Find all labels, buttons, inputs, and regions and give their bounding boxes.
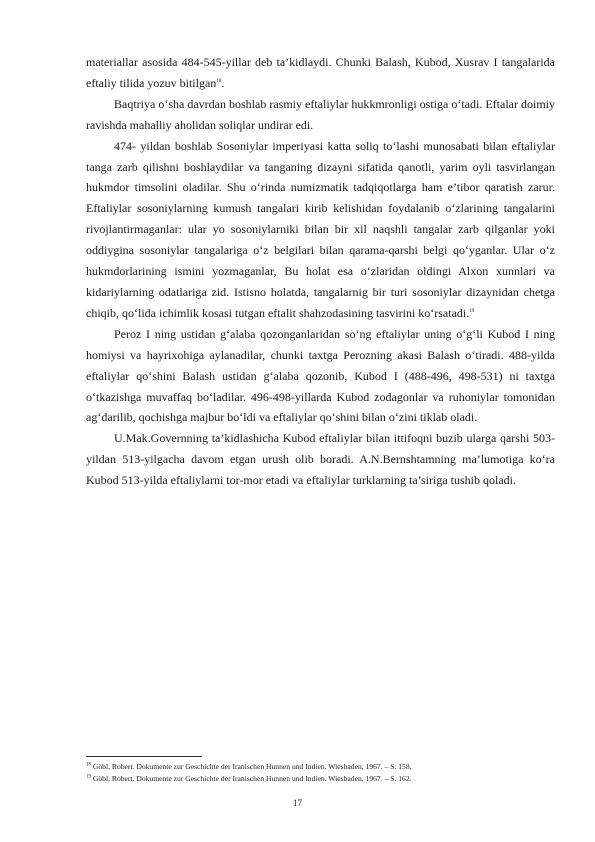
paragraph-3 — [86, 136, 555, 324]
paragraph-3-text: 474- yildan boshlab Sosoniylar imperiyasi katta soliq to‘lashi munosabati bilan eftaliylar tanga zarb qilishni boshlaydilar va tanganing dizayni sifatida qanotli, yarim oyli tasvirlangan hukmdor timsolini oladilar. Shu o‘rinda numizmatik tadqiqotlarga ham e’tibor qaratish zarur. Eftaliylar sosoniylarning kumush tangalari kirib kelishidan foydalanib o‘zlarining tangalarini rivojlantirmaganlar: ular yo sosoniylarniki bilan bir xil naqshli tangalar zarb qilganlar yoki oddiygina sosoniylar tangalariga o‘z belgilari bilan qarama-qarshi belgi qo‘yganlar. Ular o‘z hukmdorlarining ismini yozmaganlar, Bu holat esa o‘zlaridan oldingi Alxon xunnlari va kidariylarning odatlariga zid. Istisno holatda, tangalarnig bir turi sosoniylar dizaynidan chetga chiqib, qo‘lida ichimlik kosasi tutgan eftalit shahzodasining tasvirini ko‘rsatadi. — [86, 138, 555, 320]
document-body — [86, 52, 555, 491]
footnote-ref-18[interactable]: 18 — [216, 78, 222, 84]
paragraph-1-tail: . — [221, 75, 225, 90]
paragraph-1-text: materiallar asosida 484-545-yillar deb ta’kidlaydi. Chunki Balash, Kubod, Xusrav I tangalarida eftaliy tilida yozuv bitilgan — [86, 55, 555, 90]
footnote-number: 18 — [86, 762, 91, 768]
paragraph-1 — [86, 52, 555, 94]
footnote-number: 19 — [86, 774, 91, 780]
paragraph-4: Peroz I ning ustidan g‘alaba qozonganlaridan so‘ng eftaliylar uning o‘g‘li Kubod I ning homiysi va hayrixohiga aylanadilar, chunki taxtga Perozning akasi Balash o‘tiradi. 488-yilda eftaliylar qo‘shini Balash ustidan g‘alaba qozonib, Kubod I (488-496, 498-531) ni taxtga o‘tkazishga muvaffaq bo‘ladilar. 496-498-yillarda Kubod zodagonlar va ruhoniylar tomonidan ag‘darilib, qochishga majbur bo‘ldi va eftaliylar qo‘shini bilan o‘zini tiklab oladi. — [86, 326, 555, 425]
page-number: 17 — [293, 798, 302, 808]
footnote-19 — [86, 773, 555, 785]
footnote-text: Göbl, Robert. Dokumente zur Geschichte der Iranischen Hunnen und Indien. Wiesbaden, 1967. – S. 158. — [91, 762, 412, 771]
footnote-ref-19[interactable]: 19 — [469, 308, 475, 314]
paragraph-2: Baqtriya o‘sha davrdan boshlab rasmiy eftaliylar hukkmronligi ostiga o‘tadi. Eftalar doimiy ravishda mahalliy aholidan soliqlar undirar edi. — [86, 96, 555, 132]
paragraph-5: U.Mak.Governning ta’kidlashicha Kubod eftaliylar bilan ittifoqni buzib ularga qarshi 503-yildan 513-yilgacha davom etgan urush olib boradi. A.N.Bernshtamning ma’lumotiga ko‘ra Kubod 513-yilda eftaliylarni tor-mor etadi va eftaliylar turklarning ta’siriga tushib qoladi. — [86, 431, 555, 488]
footnote-text: Göbl, Robert. Dokumente zur Geschichte der Iranischen Hunnen und Indien. Wiesbaden, 1967. – S. 162. — [91, 774, 412, 784]
footnote-divider — [86, 756, 202, 757]
footnote-18 — [86, 761, 555, 773]
footnotes-section — [86, 756, 555, 786]
